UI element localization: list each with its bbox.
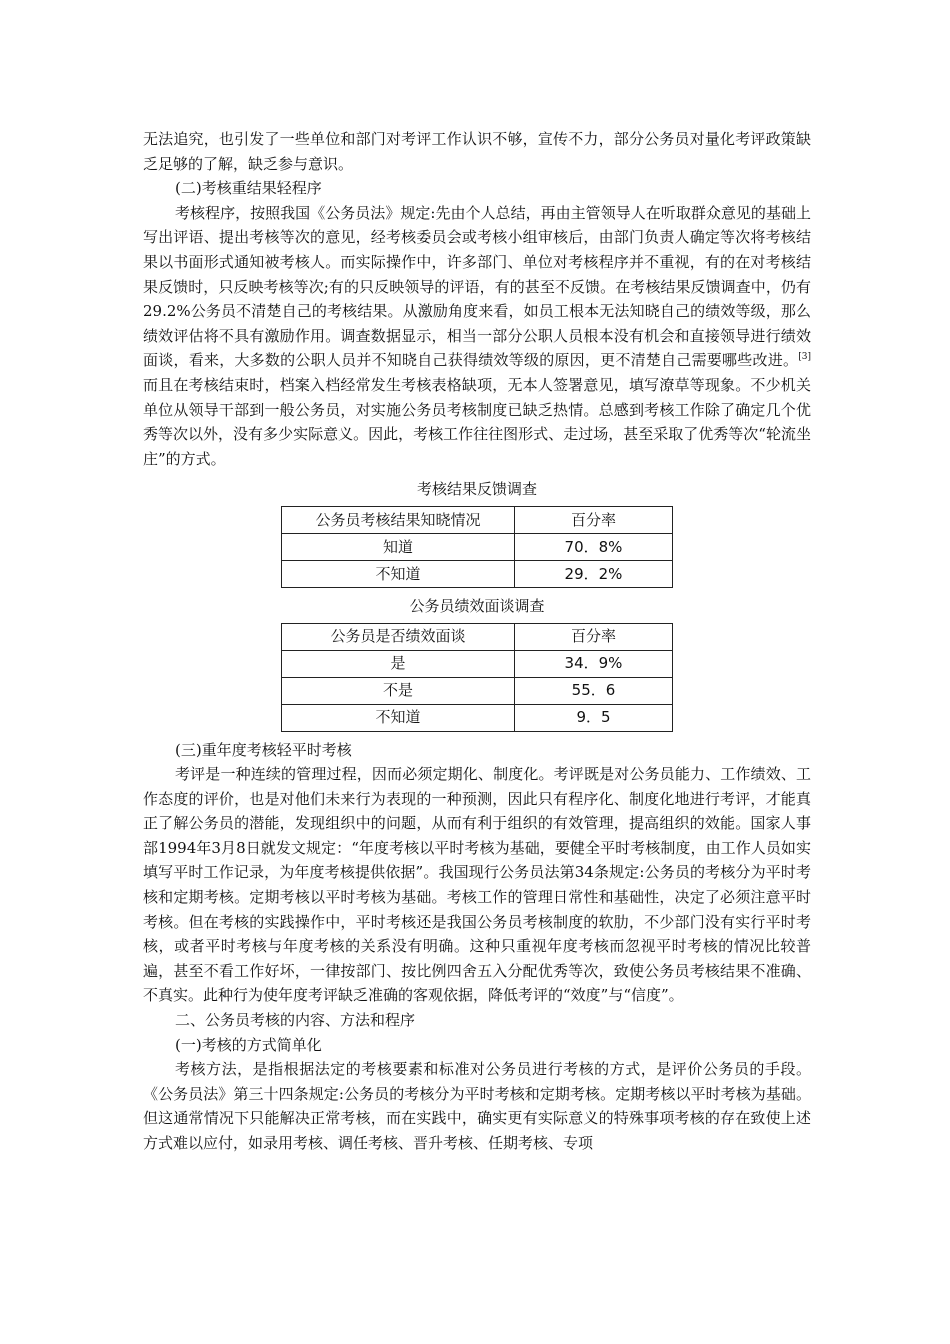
table-header-row [282, 623, 673, 650]
table1-caption: 考核结果反馈调查 [416, 480, 537, 499]
table-header-cell: 公务员是否绩效面谈 [282, 623, 515, 650]
section-3-body: 考评是一种连续的管理过程，因而必须定期化、制度化。考评既是对公务员能力、工作绩效、工作态度的评价，也是对他们未来行为表现的一种预测，因此只有程序化、制度化地进行考评，才能真正了解公务员的潜能，发现组织中的问题，从而有利于组织的有效管理，提高组织的效能。国家人事部1994年3月8日就发文规定：“年度考核以平时考核为基础，要健全平时考核制度，由工作人员如实填写平时工作记录，为年度考核提供依据”。我国现行公务员法第34条规定:公务员的考核分为平时考核和定期考核。定期考核以平时考核为基础。考核工作的管理日常性和基础性，决定了必须注意平时考核。但在考核的实践操作中，平时考核还是我国公务员考核制度的软肋，不少部门没有实行平时考核，或者平时考核与年度考核的关系没有明确。这种只重视年度考核而忽视平时考核的情况比较普遍，甚至不看工作好坏，一律按部门、按比例四舍五入分配优秀等次，致使公务员考核结果不准确、不真实。此种行为使年度考评缺乏准确的客观依据，降低考评的“效度”与“信度”。 [143, 765, 811, 1005]
citation-marker: [3] [798, 352, 811, 363]
feedback-survey-table [281, 506, 673, 588]
section-2-body-part2: 而且在考核结束时，档案入档经常发生考核表格缺项，无本人签署意见，填写潦草等现象。不少机关单位从领导干部到一般公务员，对实施公务员考核制度已缺乏热情。总感到考核工作除了确定几个优秀等次以外，没有多少实际意义。因此，考核工作往往图形式、走过场，甚至采取了优秀等次“轮流坐庄”的方式。 [143, 375, 811, 468]
document-page [143, 127, 811, 1156]
table-row [282, 650, 673, 677]
section-heading-3: (三)重年度考核轻平时考核 [175, 740, 352, 759]
table-row [282, 704, 673, 731]
table-cell: 知道 [282, 533, 515, 560]
table-cell: 不知道 [282, 560, 515, 587]
table2-caption: 公务员绩效面谈调查 [409, 596, 545, 615]
paragraph-continued: 无法追究，也引发了一些单位和部门对考评工作认识不够，宣传不力，部分公务员对量化考评政策缺乏足够的了解，缺乏参与意识。 [143, 130, 811, 173]
interview-survey-table [281, 623, 673, 732]
section-2-body-part1: 考核程序，按照我国《公务员法》规定:先由个人总结，再由主管领导人在听取群众意见的基础上写出评语、提出考核等次的意见，经考核委员会或考核小组审核后，由部门负责人确定等次将考核结果以书面形式通知被考核人。而实际操作中，许多部门、单位对考核程序并不重视，有的在对考核结果反馈时，只反映考核等次;有的只反映领导的评语，有的甚至不反馈。在考核结果反馈调查中，仍有29.2%公务员不清楚自己的考核结果。从激励角度来看，如员工根本无法知晓自己的绩效等级，那么绩效评估将不具有激励作用。调查数据显示，相当一部分公职人员根本没有机会和直接领导进行绩效面谈，看来，大多数的公职人员并不知晓自己获得绩效等级的原因，更不清楚自己需要哪些改进。 [143, 203, 811, 370]
table-header-cell: 百分率 [515, 623, 673, 650]
table-cell: 是 [282, 650, 515, 677]
table-header-row [282, 506, 673, 533]
table-row [282, 677, 673, 704]
table-cell: 55．6 [515, 677, 673, 704]
table-row [282, 533, 673, 560]
table-cell: 9．5 [515, 704, 673, 731]
section-heading-2: (二)考核重结果轻程序 [175, 179, 322, 198]
table-header-cell: 公务员考核结果知晓情况 [282, 506, 515, 533]
section-2-body [143, 201, 811, 472]
table-cell: 29．2% [515, 560, 673, 587]
table-cell: 70．8% [515, 533, 673, 560]
table-cell: 34．9% [515, 650, 673, 677]
sub-heading-1: (一)考核的方式简单化 [175, 1035, 322, 1054]
table-cell: 不是 [282, 677, 515, 704]
part-2-body: 考核方法，是指根据法定的考核要素和标准对公务员进行考核的方式，是评价公务员的手段。《公务员法》第三十四条规定:公务员的考核分为平时考核和定期考核。定期考核以平时考核为基础。但这通常情况下只能解决正常考核，而在实践中，确实更有实际意义的特殊事项考核的存在致使上述方式难以应付，如录用考核、调任考核、晋升考核、任期考核、专项 [143, 1060, 811, 1152]
part-heading-2: 二、公务员考核的内容、方法和程序 [175, 1011, 416, 1030]
table-header-cell: 百分率 [515, 506, 673, 533]
table-cell: 不知道 [282, 704, 515, 731]
table-row [282, 560, 673, 587]
